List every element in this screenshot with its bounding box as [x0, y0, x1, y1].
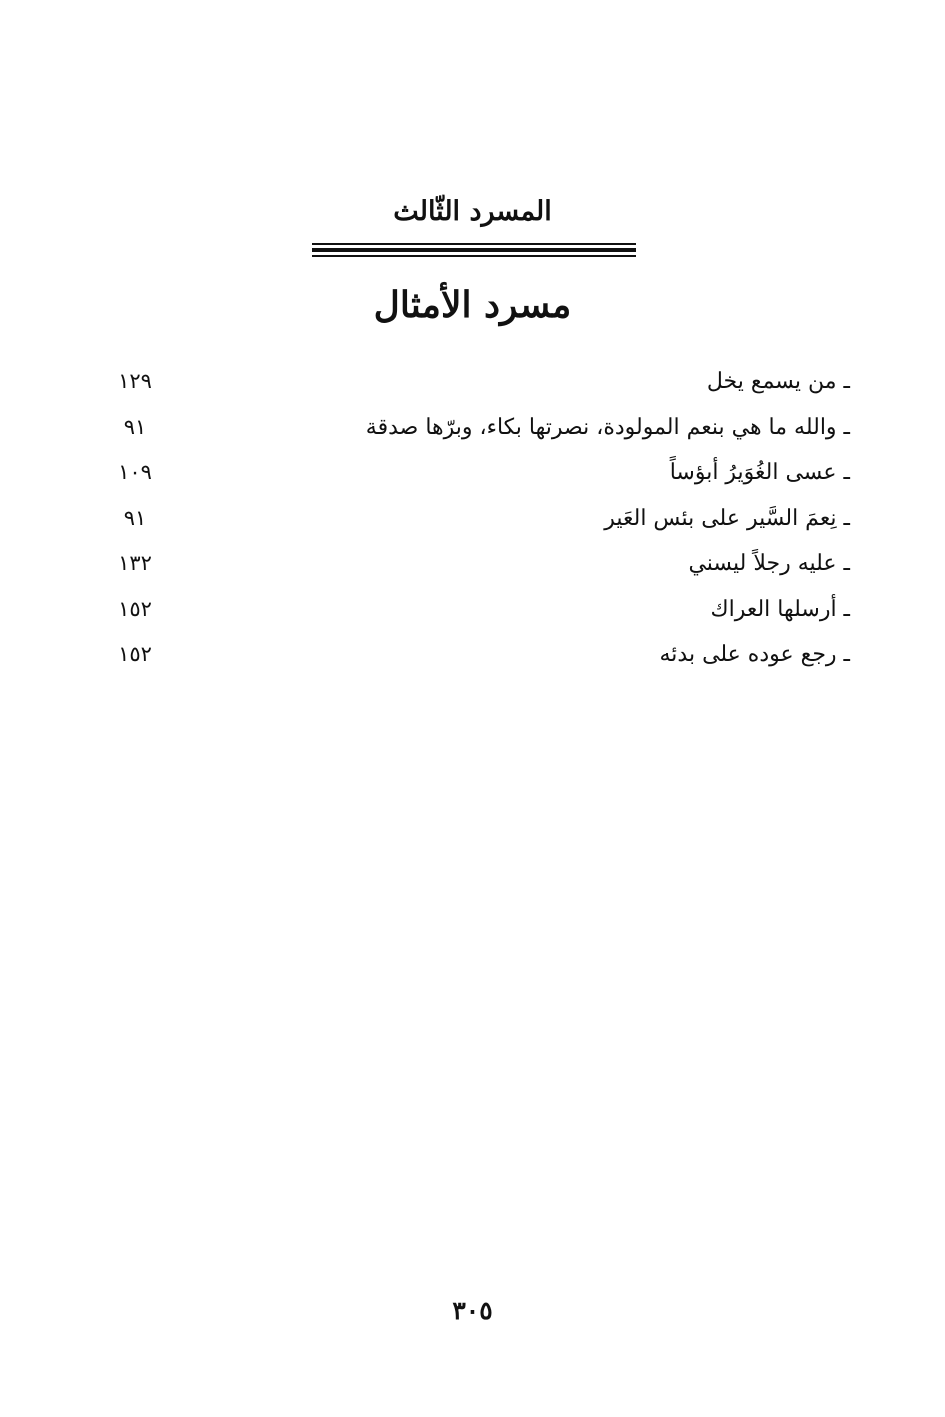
page-reference: ١٥٢	[118, 642, 152, 666]
proverb-text: ـ رجع عوده على بدئه	[659, 642, 850, 667]
proverbs-index-list	[105, 359, 850, 678]
section-title: المسرد الثّالث	[393, 196, 552, 227]
page-reference: ١٢٩	[118, 369, 152, 393]
list-item	[105, 359, 850, 405]
title-rule-thick	[312, 248, 636, 252]
proverb-text: ـ والله ما هي بنعم المولودة، نصرتها بكاء، وبرّها صدقة	[365, 414, 850, 440]
proverb-text: ـ عسى الغُوَيرُ أبؤساً	[669, 460, 850, 485]
page-reference: ١٠٩	[118, 460, 152, 484]
page-reference: ٩١	[123, 414, 147, 439]
proverb-text: ـ من يسمع يخل	[706, 369, 850, 394]
page-reference: ١٣٢	[118, 551, 152, 575]
title-rule-thin-bottom	[312, 255, 636, 257]
title-rule-thin-top	[312, 243, 636, 245]
list-item	[105, 496, 850, 542]
list-item	[105, 450, 850, 496]
page-reference: ١٥٢	[118, 596, 152, 621]
proverb-text: ـ نِعمَ السَّير على بئس العَير	[604, 505, 850, 531]
page-number: ٣٠٥	[452, 1296, 493, 1325]
proverb-text: ـ عليه رجلاً ليسني	[688, 551, 850, 576]
list-item	[105, 541, 850, 587]
proverb-text: ـ أرسلها العراك	[710, 596, 850, 622]
list-item	[105, 632, 850, 678]
index-title: مسرد الأمثال	[373, 284, 572, 326]
list-item	[105, 405, 850, 451]
list-item	[105, 587, 850, 633]
page-reference: ٩١	[123, 505, 147, 530]
